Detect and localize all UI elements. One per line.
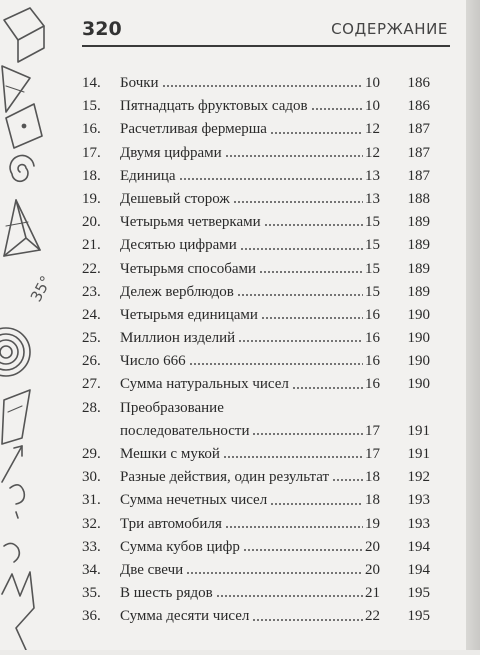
dot-leader: [238, 337, 363, 345]
toc-entry-number: 33.: [82, 538, 101, 555]
toc-entry-title: Четырьмя четверками: [120, 214, 261, 231]
toc-entry-number: 23.: [82, 283, 101, 300]
toc-entry-page: 13: [365, 167, 380, 184]
toc-entry[interactable]: [82, 327, 432, 350]
toc-entry-answer-page: 193: [407, 515, 430, 532]
toc-entry-number: 19.: [82, 190, 101, 207]
toc-entry-number: 28.: [82, 399, 101, 416]
toc-entry-page: 10: [365, 75, 380, 91]
toc-entry[interactable]: [82, 443, 432, 466]
toc-entry-page: 17: [365, 446, 380, 463]
toc-entry-number: 29.: [82, 446, 101, 463]
dot-leader: [332, 476, 363, 484]
dot-leader: [311, 105, 363, 113]
toc-entry-title: Единица: [120, 167, 176, 184]
dot-leader: [264, 221, 363, 229]
cube-doodle: [4, 8, 44, 62]
dot-leader: [252, 616, 363, 624]
toc-entry-number: 15.: [82, 98, 101, 115]
toc-entry[interactable]: [82, 188, 432, 211]
toc-entry-answer-page: 190: [407, 306, 430, 323]
toc-entry-title: Миллион изделий: [120, 330, 236, 347]
spiral-doodle: [10, 156, 34, 182]
toc-entry-answer-page: 195: [407, 608, 430, 625]
toc-entry-page: 19: [365, 515, 380, 532]
toc-entry-title: Бочки: [120, 75, 159, 91]
degree-label: 35°: [26, 272, 56, 305]
toc-entry-answer-page: 194: [407, 538, 430, 555]
dot-leader: [237, 291, 363, 299]
toc-entry-number: 32.: [82, 515, 101, 532]
parallelogram-doodle: [2, 390, 30, 444]
toc-entry[interactable]: [82, 536, 432, 559]
dot-leader: [240, 245, 363, 253]
toc-entry-answer-page: 195: [407, 585, 430, 602]
toc-entry-answer-page: 192: [407, 469, 430, 486]
toc-entry-title: Четырьмя единицами: [120, 306, 258, 323]
toc-entry-answer-page: 189: [407, 283, 430, 300]
toc-entry-answer-page: 186: [407, 98, 430, 115]
toc-entry-page: 20: [365, 538, 380, 555]
page-edge-shadow: [466, 0, 480, 650]
squiggle-doodle: [4, 485, 24, 562]
header-divider: [82, 45, 450, 47]
toc-entry-answer-page: 191: [407, 446, 430, 463]
toc-entry-title: Расчетливая фермерша: [120, 121, 267, 138]
pyramid-doodle: [4, 200, 40, 256]
toc-entry-title: Сумма десяти чисел: [120, 608, 250, 625]
table-of-contents: [82, 72, 432, 629]
dot-leader: [243, 546, 363, 554]
toc-entry-answer-page: 191: [407, 422, 430, 439]
toc-entry-page: 15: [365, 237, 380, 254]
toc-entry-answer-page: 186: [407, 75, 430, 91]
toc-entry-number: 25.: [82, 330, 101, 347]
toc-entry-number: 22.: [82, 260, 101, 277]
dot-leader: [216, 592, 363, 600]
toc-entry-title: Дележ верблюдов: [120, 283, 234, 300]
toc-entry-answer-page: 187: [407, 144, 430, 161]
toc-entry[interactable]: [82, 466, 432, 489]
dot-leader: [292, 384, 363, 392]
toc-entry-page: 17: [365, 422, 380, 439]
dot-leader: [252, 430, 363, 438]
toc-entry-answer-page: 188: [407, 190, 430, 207]
toc-entry-title: Три автомобиля: [120, 515, 222, 532]
toc-entry-title: Двумя цифрами: [120, 144, 222, 161]
toc-entry-title: В шесть рядов: [120, 585, 213, 602]
toc-entry-page: 18: [365, 469, 380, 486]
toc-entry[interactable]: [82, 373, 432, 396]
toc-entry-number: 17.: [82, 144, 101, 161]
toc-entry-answer-page: 187: [407, 121, 430, 138]
toc-entry-title: Разные действия, один результат: [120, 469, 330, 486]
toc-entry-page: 21: [365, 585, 380, 602]
toc-entry-number: 20.: [82, 214, 101, 231]
toc-entry-title: Четырьмя способами: [120, 260, 257, 277]
toc-entry[interactable]: [82, 513, 432, 536]
toc-entry[interactable]: [82, 304, 432, 327]
toc-entry-title: Число 666: [120, 353, 186, 370]
toc-entry-number: 21.: [82, 237, 101, 254]
toc-entry-page: 15: [365, 214, 380, 231]
dot-leader: [179, 175, 363, 183]
toc-entry-page: 16: [365, 376, 380, 393]
toc-entry[interactable]: [82, 489, 432, 512]
toc-entry-number: 14.: [82, 75, 101, 91]
dot-leader: [162, 82, 363, 90]
dot-leader: [186, 569, 363, 577]
toc-entry-number: 18.: [82, 167, 101, 184]
toc-entry-page: 10: [365, 98, 380, 115]
toc-entry-page: 22: [365, 608, 380, 625]
dot-leader: [225, 523, 363, 531]
toc-entry-page: 12: [365, 121, 380, 138]
toc-entry[interactable]: [82, 559, 432, 582]
toc-entry-page: 16: [365, 353, 380, 370]
toc-entry-answer-page: 190: [407, 376, 430, 393]
toc-entry-page: 16: [365, 306, 380, 323]
toc-entry-number: 34.: [82, 561, 101, 578]
toc-entry[interactable]: [82, 142, 432, 165]
arrow-doodle: [2, 446, 22, 482]
toc-entry-answer-page: 190: [407, 353, 430, 370]
toc-entry-title: Сумма кубов цифр: [120, 538, 240, 555]
toc-entry-title: Сумма натуральных чисел: [120, 376, 289, 393]
rotated-square-doodle: [6, 104, 42, 148]
toc-entry[interactable]: [82, 281, 432, 304]
toc-entry-answer-page: 189: [407, 237, 430, 254]
toc-entry[interactable]: [82, 350, 432, 373]
toc-entry-page: 20: [365, 561, 380, 578]
dot-leader: [259, 268, 363, 276]
toc-entry-title: Две свечи: [120, 561, 184, 578]
toc-entry-answer-page: 193: [407, 492, 430, 509]
toc-entry-number: 16.: [82, 121, 101, 138]
toc-entry-title: Сумма нечетных чисел: [120, 492, 268, 509]
running-header-title: СОДЕРЖАНИЕ: [331, 20, 448, 38]
dot-leader: [261, 314, 363, 322]
toc-entry-answer-page: 189: [407, 260, 430, 277]
concentric-circles-doodle: [0, 328, 30, 376]
dot-leader: [225, 152, 363, 160]
toc-entry-page: 15: [365, 283, 380, 300]
toc-entry-number: 36.: [82, 608, 101, 625]
toc-entry[interactable]: [82, 118, 432, 141]
toc-entry-number: 30.: [82, 469, 101, 486]
dot-leader: [270, 129, 363, 137]
toc-entry-page: 15: [365, 260, 380, 277]
toc-entry-title: Преобразование: [120, 399, 224, 416]
toc-entry[interactable]: [82, 211, 432, 234]
toc-entry[interactable]: [82, 72, 432, 95]
toc-entry-number: 31.: [82, 492, 101, 509]
toc-entry-page: 16: [365, 330, 380, 347]
toc-entry-title: Пятнадцать фруктовых садов: [120, 98, 308, 115]
toc-entry[interactable]: [82, 258, 432, 281]
margin-doodles: [0, 0, 70, 650]
toc-entry-answer-page: 194: [407, 561, 430, 578]
toc-entry[interactable]: [82, 234, 432, 257]
toc-entry-title: Десятью цифрами: [120, 237, 237, 254]
dot-leader: [223, 453, 363, 461]
dot-leader: [189, 360, 363, 368]
toc-entry-title-continued: последовательности: [120, 422, 250, 439]
page-number: 320: [82, 18, 122, 40]
toc-entry[interactable]: [82, 95, 432, 118]
dot-leader: [270, 500, 363, 508]
triangle-doodle: [2, 66, 30, 112]
toc-entry-answer-page: 189: [407, 214, 430, 231]
toc-entry-page: 12: [365, 144, 380, 161]
toc-entry-title: Мешки с мукой: [120, 446, 220, 463]
toc-entry-page: 18: [365, 492, 380, 509]
toc-entry-answer-page: 190: [407, 330, 430, 347]
zigzag-doodle: [2, 572, 34, 650]
toc-entry[interactable]: [82, 397, 432, 443]
dot-leader: [233, 198, 363, 206]
toc-entry-page: 13: [365, 190, 380, 207]
toc-entry[interactable]: [82, 605, 432, 628]
toc-entry-answer-page: 187: [407, 167, 430, 184]
toc-entry-number: 27.: [82, 376, 101, 393]
toc-entry-title: Дешевый сторож: [120, 190, 230, 207]
toc-entry-number: 26.: [82, 353, 101, 370]
toc-entry[interactable]: [82, 582, 432, 605]
toc-entry-number: 35.: [82, 585, 101, 602]
toc-entry[interactable]: [82, 165, 432, 188]
toc-entry-number: 24.: [82, 306, 101, 323]
